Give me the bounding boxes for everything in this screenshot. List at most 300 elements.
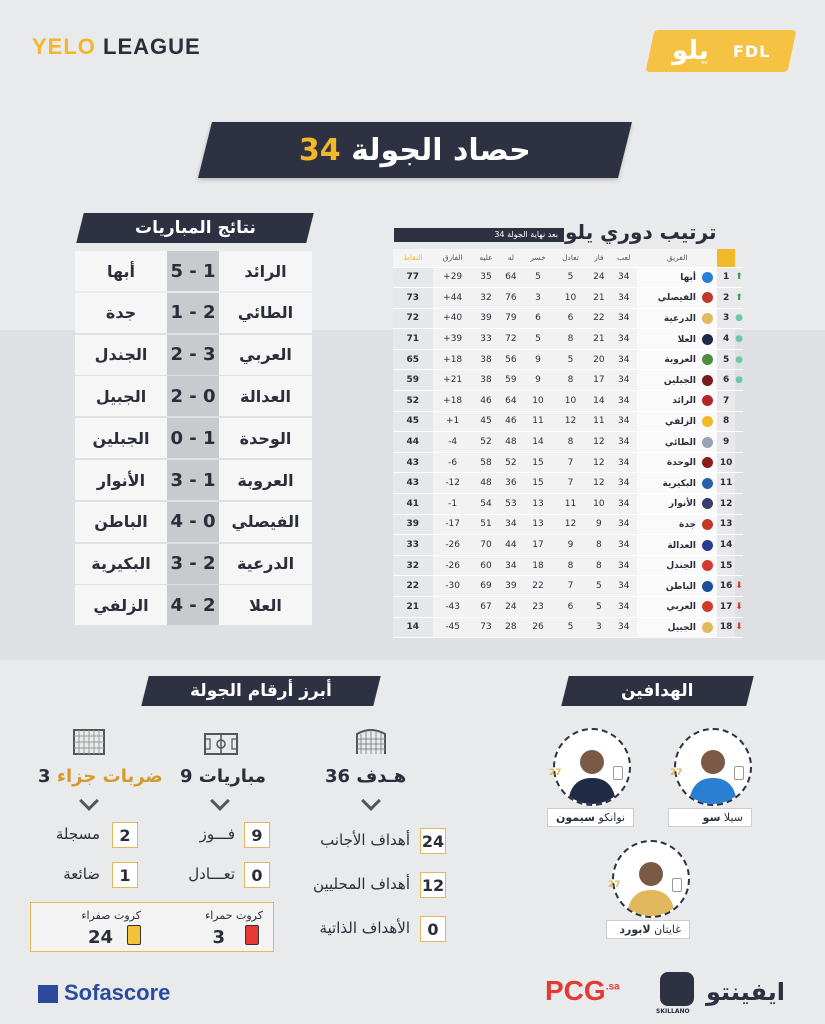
scorer-card	[549, 728, 634, 827]
header-team: الفريق	[637, 249, 717, 267]
standings-mark	[735, 411, 743, 432]
standings-points: 52	[393, 391, 433, 412]
result-away-team: الجندل	[75, 335, 167, 375]
standings-points: 21	[393, 597, 433, 618]
standings-team: البكيرية	[637, 473, 717, 494]
header-gf: له	[499, 249, 522, 267]
standings-won: 12	[587, 432, 610, 453]
result-away-team: الجبيل	[75, 376, 167, 416]
standings-lost: 3	[522, 288, 553, 309]
red-cards-label: كروت حمراء	[205, 909, 263, 922]
standings-mark	[735, 452, 743, 473]
standings-played: 34	[610, 391, 637, 412]
standings-ga: 48	[473, 473, 500, 494]
standings-gd: +21	[433, 370, 473, 391]
eventoo-logo: ايفينتو	[706, 978, 785, 1006]
standings-title: ترتيب دوري يلو	[565, 220, 717, 244]
standings-mark: ●	[735, 308, 743, 329]
standings-gd: -1	[433, 494, 473, 515]
header-gd: الفارق	[433, 249, 473, 267]
result-row	[75, 460, 312, 500]
standings-mark	[735, 555, 743, 576]
scorer-card	[608, 840, 690, 939]
stat-label: أهداف الأجانب	[320, 831, 410, 849]
result-home-team: الفيصلي	[219, 502, 312, 542]
scorer-card	[670, 728, 752, 827]
standings-gf: 24	[499, 597, 522, 618]
standings-row	[393, 452, 743, 473]
standings-played: 34	[610, 555, 637, 576]
team-crest-icon	[702, 498, 713, 509]
team-badge-icon	[734, 766, 744, 780]
standings-ga: 69	[473, 576, 500, 597]
standings-pos: 16	[717, 576, 735, 597]
team-crest-icon	[702, 540, 713, 551]
standings-drawn: 6	[554, 597, 588, 618]
team-crest-icon	[702, 560, 713, 571]
standings-team: الرائد	[637, 391, 717, 412]
standings-gf: 64	[499, 267, 522, 288]
result-score: 4 - 0	[167, 502, 219, 542]
standings-pos: 9	[717, 432, 735, 453]
standings-points: 43	[393, 473, 433, 494]
header-played: لعب	[610, 249, 637, 267]
standings-ga: 52	[473, 432, 500, 453]
standings-won: 20	[587, 349, 610, 370]
standings-team: الجبيل	[637, 617, 717, 638]
player-rating: 27	[670, 768, 683, 778]
standings-lost: 26	[522, 617, 553, 638]
standings-lost: 18	[522, 555, 553, 576]
standings-lost: 6	[522, 308, 553, 329]
fdl-logo	[646, 30, 797, 72]
standings-points: 73	[393, 288, 433, 309]
standings-lost: 13	[522, 494, 553, 515]
standings-played: 34	[610, 576, 637, 597]
standings-gd: -12	[433, 473, 473, 494]
standings-row	[393, 370, 743, 391]
result-home-team: العلا	[219, 585, 312, 625]
team-badge-icon	[613, 766, 623, 780]
matches-total: 9 مباريات	[180, 766, 267, 787]
standings-mark	[735, 514, 743, 535]
standings-gf: 53	[499, 494, 522, 515]
standings-points: 44	[393, 432, 433, 453]
stat-label: أهداف المحليين	[313, 875, 410, 893]
standings-mark: ●	[735, 349, 743, 370]
standings-ga: 58	[473, 452, 500, 473]
standings-team: الجبلين	[637, 370, 717, 391]
team-crest-icon	[702, 375, 713, 386]
yelo-league-logo: YELO LEAGUE	[32, 34, 201, 59]
standings-lost: 23	[522, 597, 553, 618]
standings-ga: 38	[473, 370, 500, 391]
standings-pos: 8	[717, 411, 735, 432]
red-cards-count: 3	[212, 927, 225, 948]
standings-played: 34	[610, 494, 637, 515]
standings-row	[393, 514, 743, 535]
standings-played: 34	[610, 267, 637, 288]
standings-drawn: 12	[554, 411, 588, 432]
sofascore-logo: Sofascore	[38, 980, 170, 1006]
standings-pos: 13	[717, 514, 735, 535]
standings-team: الزلفي	[637, 411, 717, 432]
stats-header: أبرز أرقام الجولة	[141, 676, 380, 706]
standings-played: 34	[610, 535, 637, 556]
standings-ga: 35	[473, 267, 500, 288]
result-score: 0 - 1	[167, 418, 219, 458]
standings-ga: 51	[473, 514, 500, 535]
standings-won: 3	[587, 617, 610, 638]
goals-chevron-icon	[361, 791, 381, 811]
standings-lost: 5	[522, 329, 553, 350]
standings-points: 22	[393, 576, 433, 597]
standings-ga: 60	[473, 555, 500, 576]
player-rating: 27	[608, 880, 621, 890]
skillano-logo	[660, 972, 694, 1006]
player-name: سيلا سو	[668, 808, 752, 827]
team-crest-icon	[702, 416, 713, 427]
standings-gd: +40	[433, 308, 473, 329]
result-away-team: الأنوار	[75, 460, 167, 500]
goals-total: 36 هـدف	[325, 766, 407, 787]
standings-won: 12	[587, 452, 610, 473]
standings-team: الطائي	[637, 432, 717, 453]
result-row	[75, 585, 312, 625]
standings-drawn: 8	[554, 555, 588, 576]
result-score: 3 - 2	[167, 544, 219, 584]
standings-row	[393, 432, 743, 453]
player-name: نوانكو سيمون	[547, 808, 634, 827]
goal-frame-icon	[72, 728, 106, 760]
standings-mark: ●	[735, 329, 743, 350]
standings-row	[393, 391, 743, 412]
standings-points: 41	[393, 494, 433, 515]
standings-lost: 10	[522, 391, 553, 412]
standings-gd: -26	[433, 535, 473, 556]
standings-gd: -45	[433, 617, 473, 638]
standings-pos: 1	[717, 267, 735, 288]
standings-team: الفيصلي	[637, 288, 717, 309]
standings-won: 14	[587, 391, 610, 412]
standings-row	[393, 555, 743, 576]
standings-drawn: 6	[554, 308, 588, 329]
standings-won: 21	[587, 288, 610, 309]
standings-played: 34	[610, 349, 637, 370]
result-row	[75, 335, 312, 375]
result-home-team: الوحدة	[219, 418, 312, 458]
standings-played: 34	[610, 452, 637, 473]
standings-gd: +18	[433, 391, 473, 412]
standings-team: الجندل	[637, 555, 717, 576]
standings-table	[393, 249, 743, 638]
standings-points: 14	[393, 617, 433, 638]
standings-lost: 5	[522, 267, 553, 288]
penalties-chevron-icon	[79, 791, 99, 811]
stat-number: 2	[112, 822, 138, 848]
standings-pos: 7	[717, 391, 735, 412]
standings-mark	[735, 494, 743, 515]
standings-gf: 28	[499, 617, 522, 638]
standings-pos: 3	[717, 308, 735, 329]
standings-mark	[735, 535, 743, 556]
standings-pos: 17	[717, 597, 735, 618]
team-crest-icon	[702, 313, 713, 324]
standings-lost: 17	[522, 535, 553, 556]
team-crest-icon	[702, 622, 713, 633]
standings-played: 34	[610, 473, 637, 494]
standings-gf: 52	[499, 452, 522, 473]
standings-drawn: 12	[554, 514, 588, 535]
stat-label: فـــوز	[199, 825, 235, 843]
standings-won: 5	[587, 576, 610, 597]
standings-won: 5	[587, 597, 610, 618]
standings-points: 45	[393, 411, 433, 432]
standings-played: 34	[610, 432, 637, 453]
red-card-icon	[245, 925, 259, 945]
standings-lost: 14	[522, 432, 553, 453]
result-home-team: الرائد	[219, 251, 312, 291]
result-row	[75, 418, 312, 458]
result-row	[75, 544, 312, 584]
standings-gf: 46	[499, 411, 522, 432]
team-crest-icon	[702, 478, 713, 489]
result-away-team: الباطن	[75, 502, 167, 542]
standings-team: الوحدة	[637, 452, 717, 473]
standings-mark: ●	[735, 370, 743, 391]
stat-number: 0	[420, 916, 446, 942]
stat-label: تعـــادل	[188, 865, 235, 883]
standings-won: 10	[587, 494, 610, 515]
standings-mark	[735, 473, 743, 494]
standings-lost: 15	[522, 473, 553, 494]
cards-box	[30, 902, 274, 952]
fdl-logo-arabic: يلو	[671, 36, 709, 66]
standings-row	[393, 267, 743, 288]
header-won: فاز	[587, 249, 610, 267]
standings-gd: -4	[433, 432, 473, 453]
result-row	[75, 293, 312, 333]
matches-chevron-icon	[210, 791, 230, 811]
standings-played: 34	[610, 370, 637, 391]
standings-mark: ⬇	[735, 576, 743, 597]
header-points: النقاط	[393, 249, 433, 267]
standings-played: 34	[610, 329, 637, 350]
standings-pos: 2	[717, 288, 735, 309]
standings-won: 17	[587, 370, 610, 391]
standings-mark: ⬇	[735, 617, 743, 638]
header-drawn: تعادل	[554, 249, 588, 267]
yellow-cards-label: كروت صفراء	[81, 909, 141, 922]
standings-won: 24	[587, 267, 610, 288]
result-score: 5 - 1	[167, 251, 219, 291]
result-score: 4 - 2	[167, 585, 219, 625]
yellow-cards-count: 24	[87, 927, 113, 948]
standings-played: 34	[610, 514, 637, 535]
standings-gd: -43	[433, 597, 473, 618]
header-pos	[717, 249, 735, 267]
standings-row	[393, 411, 743, 432]
standings-drawn: 8	[554, 329, 588, 350]
standings-won: 9	[587, 514, 610, 535]
standings-gf: 34	[499, 555, 522, 576]
standings-mark	[735, 391, 743, 412]
standings-lost: 22	[522, 576, 553, 597]
standings-won: 8	[587, 555, 610, 576]
standings-subtitle: بعد نهاية الجولة 34	[394, 228, 564, 242]
result-row	[75, 502, 312, 542]
team-crest-icon	[702, 437, 713, 448]
page-title: حصاد الجولة 34	[198, 122, 632, 178]
result-home-team: العربي	[219, 335, 312, 375]
result-away-team: أبها	[75, 251, 167, 291]
standings-gd: +39	[433, 329, 473, 350]
team-crest-icon	[702, 354, 713, 365]
standings-lost: 9	[522, 370, 553, 391]
standings-gd: -26	[433, 555, 473, 576]
yellow-card-icon	[127, 925, 141, 945]
stat-label: الأهداف الذاتية	[319, 919, 410, 937]
standings-played: 34	[610, 308, 637, 329]
standings-ga: 33	[473, 329, 500, 350]
standings-ga: 38	[473, 349, 500, 370]
standings-pos: 18	[717, 617, 735, 638]
standings-gd: +1	[433, 411, 473, 432]
standings-team: جدة	[637, 514, 717, 535]
standings-pos: 12	[717, 494, 735, 515]
standings-team: الأنوار	[637, 494, 717, 515]
standings-points: 33	[393, 535, 433, 556]
stat-number: 1	[112, 862, 138, 888]
standings-points: 32	[393, 555, 433, 576]
standings-gd: -30	[433, 576, 473, 597]
standings-drawn: 7	[554, 576, 588, 597]
standings-played: 34	[610, 597, 637, 618]
standings-drawn: 8	[554, 370, 588, 391]
penalties-total: 3 ضربات جزاء	[38, 766, 163, 787]
standings-pos: 6	[717, 370, 735, 391]
pitch-icon	[204, 733, 238, 759]
result-home-team: العدالة	[219, 376, 312, 416]
standings-points: 71	[393, 329, 433, 350]
results-header: نتائج المباريات	[76, 213, 313, 243]
standings-gf: 79	[499, 308, 522, 329]
standings-team: الباطن	[637, 576, 717, 597]
standings-gd: -6	[433, 452, 473, 473]
standings-won: 21	[587, 329, 610, 350]
standings-row	[393, 349, 743, 370]
stat-label: مسجلة	[55, 825, 100, 843]
result-home-team: العروبة	[219, 460, 312, 500]
team-crest-icon	[702, 272, 713, 283]
standings-drawn: 7	[554, 473, 588, 494]
standings-won: 12	[587, 473, 610, 494]
standings-points: 39	[393, 514, 433, 535]
standings-team: أبها	[637, 267, 717, 288]
standings-mark: ⬆	[735, 288, 743, 309]
standings-team: العربي	[637, 597, 717, 618]
scorers-header: الهدافين	[561, 676, 753, 706]
standings-lost: 13	[522, 514, 553, 535]
standings-points: 43	[393, 452, 433, 473]
standings-played: 34	[610, 288, 637, 309]
standings-row	[393, 329, 743, 350]
standings-points: 65	[393, 349, 433, 370]
standings-row	[393, 535, 743, 556]
stat-number: 9	[244, 822, 270, 848]
standings-drawn: 10	[554, 288, 588, 309]
standings-gf: 36	[499, 473, 522, 494]
result-away-team: الزلفي	[75, 585, 167, 625]
standings-ga: 70	[473, 535, 500, 556]
result-away-team: الجبلين	[75, 418, 167, 458]
pcg-logo: $PCG^{.sa}$	[545, 975, 620, 1006]
standings-ga: 39	[473, 308, 500, 329]
standings-ga: 46	[473, 391, 500, 412]
standings-header-row	[393, 249, 743, 267]
standings-won: 11	[587, 411, 610, 432]
standings-lost: 9	[522, 349, 553, 370]
standings-points: 59	[393, 370, 433, 391]
result-score: 2 - 3	[167, 335, 219, 375]
result-home-team: الدرعية	[219, 544, 312, 584]
standings-lost: 11	[522, 411, 553, 432]
standings-lost: 15	[522, 452, 553, 473]
standings-drawn: 7	[554, 452, 588, 473]
team-crest-icon	[702, 395, 713, 406]
standings-points: 72	[393, 308, 433, 329]
standings-gf: 72	[499, 329, 522, 350]
standings-gd: -17	[433, 514, 473, 535]
standings-mark: ⬇	[735, 597, 743, 618]
team-badge-icon	[672, 878, 682, 892]
standings-row	[393, 576, 743, 597]
standings-gf: 64	[499, 391, 522, 412]
standings-drawn: 5	[554, 617, 588, 638]
standings-row	[393, 617, 743, 638]
standings-row	[393, 288, 743, 309]
standings-gf: 76	[499, 288, 522, 309]
standings-team: العروبة	[637, 349, 717, 370]
skillano-text: SKILLANO	[656, 1008, 690, 1015]
standings-gd: +44	[433, 288, 473, 309]
standings-gf: 56	[499, 349, 522, 370]
standings-row	[393, 308, 743, 329]
result-score: 2 - 0	[167, 376, 219, 416]
stat-label: ضائعة	[63, 865, 100, 883]
header-lost: خسر	[522, 249, 553, 267]
stat-number: 0	[244, 862, 270, 888]
standings-pos: 5	[717, 349, 735, 370]
result-row	[75, 251, 312, 291]
standings-drawn: 10	[554, 391, 588, 412]
standings-drawn: 9	[554, 535, 588, 556]
result-away-team: البكيرية	[75, 544, 167, 584]
standings-team: العدالة	[637, 535, 717, 556]
team-crest-icon	[702, 519, 713, 530]
standings-team: العلا	[637, 329, 717, 350]
result-score: 1 - 2	[167, 293, 219, 333]
team-crest-icon	[702, 581, 713, 592]
standings-ga: 73	[473, 617, 500, 638]
fdl-logo-latin: FDL	[732, 41, 771, 61]
standings-pos: 15	[717, 555, 735, 576]
standings-gd: +29	[433, 267, 473, 288]
standings-played: 34	[610, 617, 637, 638]
standings-ga: 54	[473, 494, 500, 515]
result-row	[75, 376, 312, 416]
team-crest-icon	[702, 601, 713, 612]
